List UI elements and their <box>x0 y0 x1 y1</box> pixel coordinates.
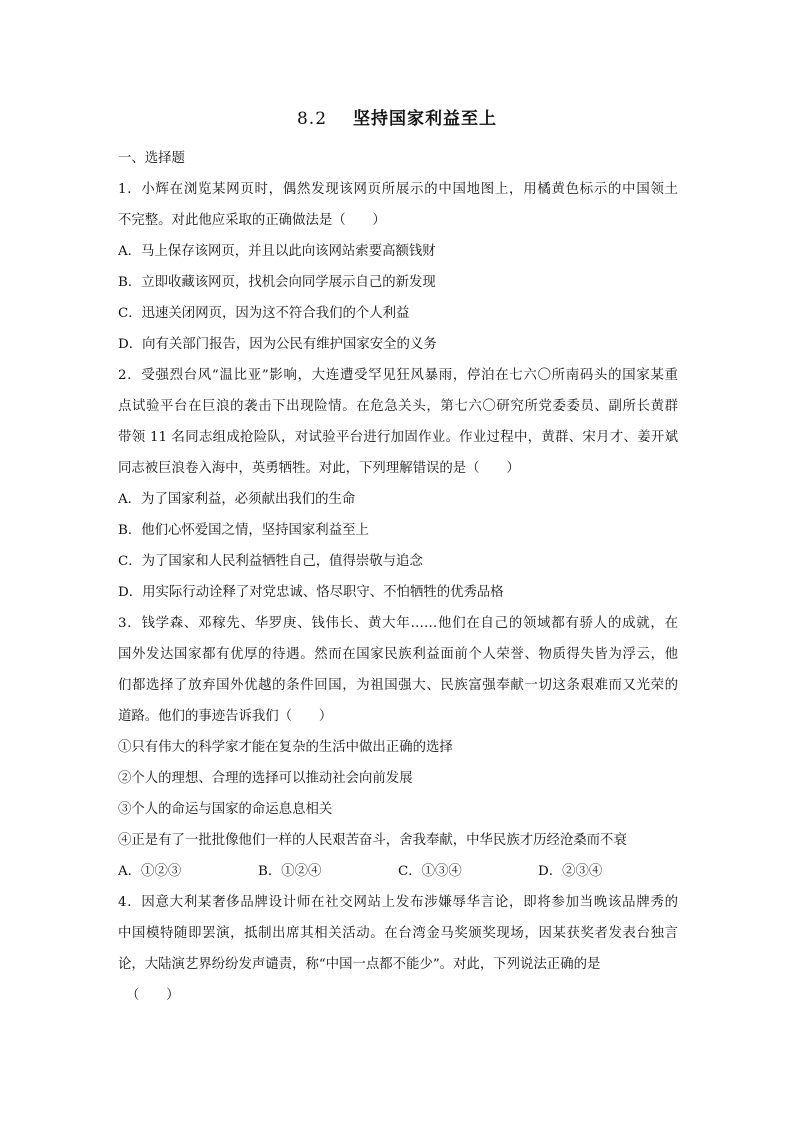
question-3-stem-line-4: 道路。他们的事迹告诉我们（ ） <box>118 709 333 724</box>
lesson-number: 8.2 <box>296 109 328 129</box>
question-4-stem-line-3: 论，大陆演艺界纷纷发声谴责，称“中国一点都不能少”。对此，下列说法正确的是 <box>118 957 601 972</box>
page-title <box>0 104 794 129</box>
question-3-statement-3: ③个人的命运与国家的命运息息相关 <box>118 802 333 817</box>
lesson-title: 坚持国家利益至上 <box>353 109 498 129</box>
question-3-option-c: C．①③④ <box>398 864 462 879</box>
question-2-stem-line-3: 带领 11 名同志组成抢险队，对试验平台进行加固作业。作业过程中，黄群、宋月才、姜开斌 <box>118 430 678 445</box>
question-2-stem-line-2: 点试验平台在巨浪的袭击下出现险情。在危急关头，第七六〇研究所党委委员、副所长黄群 <box>118 399 678 414</box>
question-1-option-c: C．迅速关闭网页，因为这不符合我们的个人利益 <box>118 306 410 321</box>
question-2-option-c: C．为了国家和人民利益牺牲自己，值得崇敬与追念 <box>118 554 423 569</box>
question-1-option-b: B．立即收藏该网页，找机会向同学展示自己的新发现 <box>118 275 436 290</box>
section-heading: 一、选择题 <box>118 151 185 166</box>
question-2-stem-line-1: 2．受强烈台风“温比亚”影响，大连遭受罕见狂风暴雨，停泊在七六〇所南码头的国家某重 <box>118 368 678 383</box>
question-2-option-b: B．他们心怀爱国之情，坚持国家利益至上 <box>118 523 369 538</box>
question-3-stem-line-2: 国外发达国家都有优厚的待遇。然而在国家民族利益面前个人荣誉、物质得失皆为浮云，他 <box>118 647 678 662</box>
question-2-option-a: A．为了国家利益，必须献出我们的生命 <box>118 492 356 507</box>
question-1-stem-line-1: 1．小辉在浏览某网页时，偶然发现该网页所展示的中国地图上，用橘黄色标示的中国领土 <box>118 182 678 197</box>
question-3-option-a: A．①②③ <box>118 864 182 879</box>
question-4-stem-line-1: 4．因意大利某奢侈品牌设计师在社交网站上发布涉嫌辱华言论，即将参加当晚该品牌秀的 <box>118 895 678 910</box>
question-3-option-b: B．①②④ <box>258 864 322 879</box>
question-3-statement-2: ②个人的理想、合理的选择可以推动社会向前发展 <box>118 771 413 786</box>
question-3-stem-line-1: 3．钱学森、邓稼先、华罗庚、钱伟长、黄大年……他们在自己的领域都有骄人的成就，在 <box>118 616 678 631</box>
question-3-stem-line-3: 们都选择了放弃国外优越的条件回国，为祖国强大、民族富强奉献一切这条艰难而又光荣的 <box>118 678 678 693</box>
question-content <box>118 143 678 1011</box>
question-1-option-d: D．向有关部门报告，因为公民有维护国家安全的义务 <box>118 337 437 352</box>
question-1-stem-line-2: 不完整。对此他应采取的正确做法是（ ） <box>118 213 386 228</box>
question-3-options <box>118 856 678 887</box>
question-3-statement-1: ①只有伟大的科学家才能在复杂的生活中做出正确的选择 <box>118 740 453 755</box>
question-3-statement-4: ④正是有了一批批像他们一样的人民艰苦奋斗，舍我奉献，中华民族才历经沧桑而不衰 <box>118 833 627 848</box>
question-1-option-a: A．马上保存该网页，并且以此向该网站索要高额钱财 <box>118 244 436 259</box>
question-2-option-d: D．用实际行动诠释了对党忠诚、恪尽职守、不怕牺牲的优秀品格 <box>118 585 504 600</box>
question-3-option-d: D．②③④ <box>538 864 603 879</box>
question-4-stem-line-4: （ ） <box>126 988 180 1003</box>
question-4-stem-line-2: 中国模特随即罢演，抵制出席其相关活动。在台湾金马奖颁奖现场，因某获奖者发表台独言 <box>118 926 678 941</box>
question-2-stem-line-4: 同志被巨浪卷入海中，英勇牺牲。对此，下列理解错误的是（ ） <box>118 461 520 476</box>
